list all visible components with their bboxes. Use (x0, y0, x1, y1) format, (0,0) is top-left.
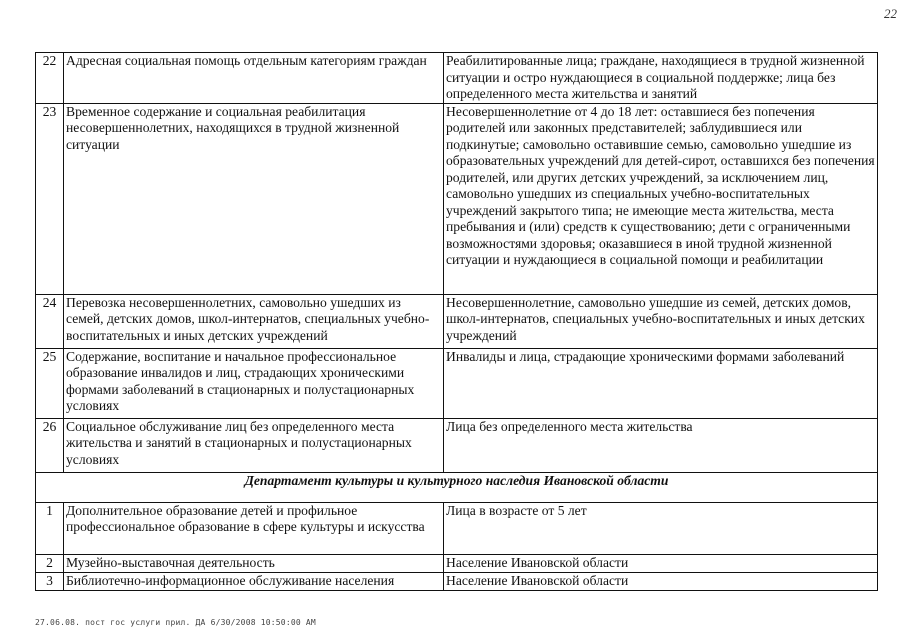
row-number: 3 (36, 572, 64, 590)
recipients-cell: Инвалиды и лица, страдающие хроническими формами заболеваний (444, 348, 878, 418)
table-row (36, 572, 878, 590)
table-row (36, 294, 878, 348)
recipients-cell: Реабилитированные лица; граждане, находящиеся в трудной жизненной ситуации и остро нуждающиеся в социальной поддержке; лица без определенного места жительства и занятий (444, 53, 878, 104)
table-row (36, 502, 878, 554)
service-cell: Социальное обслуживание лиц без определенного места жительства и занятий в стационарных и полустационарных условиях (64, 418, 444, 472)
service-cell: Временное содержание и социальная реабилитация несовершеннолетних, находящихся в трудной жизненной ситуации (64, 103, 444, 294)
recipients-cell: Несовершеннолетние, самовольно ушедшие из семей, детских домов, школ-интернатов, специальных учебно-воспитательных и иных детских учреждений (444, 294, 878, 348)
recipients-cell: Лица без определенного места жительства (444, 418, 878, 472)
row-number: 1 (36, 502, 64, 554)
table-row (36, 103, 878, 294)
service-cell: Библиотечно-информационное обслуживание населения (64, 572, 444, 590)
service-cell: Музейно-выставочная деятельность (64, 554, 444, 572)
section-header: Департамент культуры и культурного наследия Ивановской области (36, 472, 878, 502)
row-number: 26 (36, 418, 64, 472)
table-row (36, 554, 878, 572)
recipients-cell: Население Ивановской области (444, 572, 878, 590)
services-table (35, 52, 878, 591)
page-number: 22 (884, 6, 897, 21)
section-row (36, 472, 878, 502)
row-number: 25 (36, 348, 64, 418)
table-row (36, 53, 878, 104)
service-cell: Адресная социальная помощь отдельным категориям граждан (64, 53, 444, 104)
recipients-cell: Лица в возрасте от 5 лет (444, 502, 878, 554)
row-number: 24 (36, 294, 64, 348)
recipients-cell: Население Ивановской области (444, 554, 878, 572)
row-number: 23 (36, 103, 64, 294)
row-number: 2 (36, 554, 64, 572)
service-cell: Содержание, воспитание и начальное профессиональное образование инвалидов и лиц, страдающих хроническими формами заболеваний в стационарных и полустационарных условиях (64, 348, 444, 418)
row-number: 22 (36, 53, 64, 104)
service-cell: Перевозка несовершеннолетних, самовольно ушедших из семей, детских домов, школ-интернатов, специальных учебно-воспитательных и иных детских учреждений (64, 294, 444, 348)
table-row (36, 348, 878, 418)
footer-file-info: 27.06.08. пост гос услуги прил. ДА 6/30/2008 10:50:00 AM (35, 618, 316, 627)
table-row (36, 418, 878, 472)
recipients-cell: Несовершеннолетние от 4 до 18 лет: оставшиеся без попечения родителей или законных представителей; заблудившиеся или подкинутые; самовольно оставившие семью, самовольно ушедшие из образовательных учреждений для детей-сирот, оставшихся без попечения родителей, или других детских учреждений, за исключением лиц, самовольно ушедших из специальных учебно-воспитательных учреждений закрытого типа; не имеющие места жительства, места пребывания и (или) средств к существованию; дети с ограниченными возможностями здоровья; оказавшиеся в иной трудной жизненной ситуации и нуждающиеся в социальной помощи и реабилитации (444, 103, 878, 294)
service-cell: Дополнительное образование детей и профильное профессиональное образование в сфере культуры и искусства (64, 502, 444, 554)
